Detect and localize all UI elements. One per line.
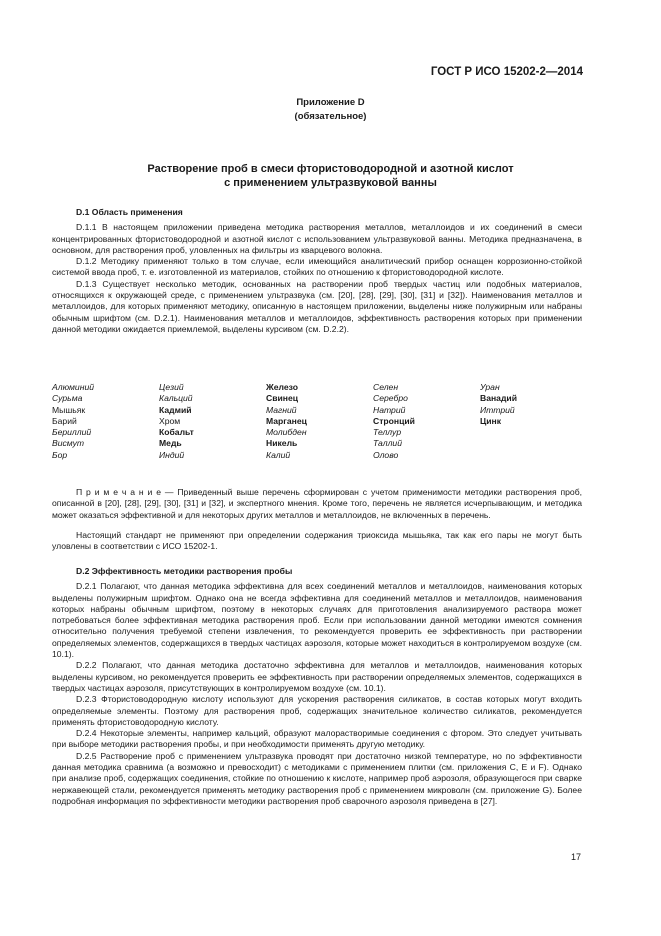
paragraph-d1-1: D.1.1 В настоящем приложении приведена методика растворения металлов, металлоидов и их соединений в смеси концентрированных фтористоводородной и азотной кислот с использованием ультразвуковой ванны. Методика предназначена, в основном, для растворения проб, уловленных на фильтры из кварцевого волокна. bbox=[52, 222, 582, 255]
elements-column-5 bbox=[480, 382, 587, 461]
element-item: Хром bbox=[159, 415, 181, 426]
element-item: Никель bbox=[266, 438, 298, 449]
section-d1 bbox=[52, 207, 582, 335]
element-item: Теллур bbox=[373, 427, 402, 438]
elements-column-3 bbox=[266, 382, 373, 461]
annex-status: (обязательное) bbox=[294, 111, 367, 122]
element-item: Иттрий bbox=[480, 404, 515, 415]
paragraph-d1-tail: Настоящий стандарт не применяют при определении содержания триоксида мышьяка, так как его пары не могут быть уловлены в соответствии с ИСО 15202-1. bbox=[52, 529, 582, 552]
title-line-2: с применением ультразвуковой ванны bbox=[224, 177, 437, 189]
element-item: Бор bbox=[52, 449, 68, 460]
elements-column-2 bbox=[159, 382, 266, 461]
element-item: Марганец bbox=[266, 415, 307, 426]
paragraph-d1-2: D.1.2 Методику применяют только в том случае, если имеющийся аналитический прибор оснащен коррозионно-стойкой системой ввода проб, т. е. изготовленной из материалов, стойких по отношению к фтористоводородной кислоте. bbox=[52, 256, 582, 278]
element-item: Стронций bbox=[373, 415, 415, 426]
paragraph-d1-3: D.1.3 Существует несколько методик, основанных на растворении проб твердых частиц или подобных материалов, относящихся к окружающей среде, с применением ультразвука (см. [20], [28], [29], [30], [31] и [32]). Наименования металлов и металлоидов, для которых применяют методику, описанную в настоящем приложении, выделены ниже полужирным или набраны обычным шрифтом (см. D.2.1). Наименования металлов и металлоидов, эффективность растворения которых при применении данной методики ожидается приемлемой, выделены курсивом (см. D.2.2). bbox=[52, 278, 582, 334]
note-paragraph bbox=[52, 487, 582, 521]
paragraph-d2-5: D.2.5 Растворение проб с применением ультразвука проводят при достаточно низкой температуре, но по эффективности данная методика сравнима (а возможно и превосходит) с методиками с применением плитки (см. приложения С, Е и F). Однако при анализе проб, содержащих соединения, стойкие по отношению к кислоте, например проб аэрозоля, образующегося при сварке нержавеющей стали, рекомендуется применять методику растворения проб с применением микроволн (см. приложение G). Более подробная информация по эффективности методики растворения проб сварочного аэрозоля приведена в [27]. bbox=[52, 750, 582, 806]
element-item: Висмут bbox=[52, 438, 85, 449]
element-item: Калий bbox=[266, 449, 291, 460]
paragraph-d2-1: D.2.1 Полагают, что данная методика эффективна для всех соединений металлов и металлоидов, наименования которых выделены полужирным шрифтом. Однако она не всегда эффективна для соединений металлов и металлоидов, наименования которых набраны обычным шрифтом, поэтому в некоторых случаях для приготовления анализируемого раствора может потребоваться более эффективная методика растворения проб. Если при использовании данной методики имеются сомнения относительно получения требуемой степени извлечения, то рекомендуется проверить ее эффективность при растворении определяемых элементов, содержащихся в твердых частицах аэрозоля, которые может находиться в контролируемом воздухе (см. 10.1). bbox=[52, 581, 582, 660]
element-item: Кадмий bbox=[159, 404, 192, 415]
element-item: Олово bbox=[373, 449, 399, 460]
document-title bbox=[0, 162, 661, 190]
element-item: Железо bbox=[266, 382, 298, 392]
elements-column-4 bbox=[373, 382, 480, 461]
element-item: Серебро bbox=[373, 393, 408, 404]
elements-column-1 bbox=[52, 382, 159, 461]
page-number: 17 bbox=[570, 852, 581, 862]
element-item: Таллий bbox=[373, 438, 402, 449]
element-item: Магний bbox=[266, 404, 297, 415]
element-item: Кобальт bbox=[159, 427, 194, 438]
elements-list bbox=[52, 382, 592, 461]
standard-designation: ГОСТ Р ИСО 15202-2—2014 bbox=[430, 66, 583, 78]
element-item: Индий bbox=[159, 449, 185, 460]
element-item: Бериллий bbox=[52, 427, 92, 438]
element-item: Кальций bbox=[159, 393, 193, 404]
element-item: Цезий bbox=[159, 382, 184, 392]
element-item: Мышьяк bbox=[52, 404, 86, 415]
element-item: Молибден bbox=[266, 427, 307, 438]
element-item: Медь bbox=[159, 438, 182, 449]
note-text: — Приведенный выше перечень сформирован с учетом применимости методики растворения проб, описанной в [20], [28], [29], [30], [31] и [32], и экспертного мнения. Кроме того, перечень не является исчерпывающим, и методика может оказаться эффективной и для некоторых других металлов и металлоидов, не включенных в перечень. bbox=[52, 487, 583, 520]
element-item: Свинец bbox=[266, 393, 299, 404]
title-line-1: Растворение проб в смеси фтористоводородной и азотной кислот bbox=[147, 163, 514, 175]
note-label: П р и м е ч а н и е bbox=[76, 487, 161, 497]
paragraph-d2-3: D.2.3 Фтористоводородную кислоту используют для ускорения растворения силикатов, в состав которых могут входить определяемые элементы. Поэтому для растворения проб, содержащих значительное количество силикатов, рекомендуется применять фтористоводородную кислоту. bbox=[52, 694, 582, 727]
element-item: Ванадий bbox=[480, 393, 517, 404]
section-heading-d2: D.2 Эффективность методики растворения пробы bbox=[76, 566, 293, 576]
note-block bbox=[52, 487, 582, 552]
section-d2 bbox=[52, 566, 582, 807]
section-heading-d1: D.1 Область применения bbox=[76, 207, 183, 217]
element-item: Селен bbox=[373, 382, 399, 392]
paragraph-d2-2: D.2.2 Полагают, что данная методика достаточно эффективна для металлов и металлоидов, наименования которых выделены курсивом, но рекомендуется проверить ее эффективность при растворении определяемых элементов, содержащихся в твердых частицах аэрозоля, присутствующих в контролируемом воздухе (см. 10.1). bbox=[52, 660, 582, 693]
element-item: Алюминий bbox=[52, 382, 94, 392]
annex-title: Приложение D bbox=[296, 97, 365, 108]
element-item: Барий bbox=[52, 415, 77, 426]
element-item: Уран bbox=[480, 382, 500, 392]
element-item: Сурьма bbox=[52, 393, 83, 404]
element-item: Цинк bbox=[480, 415, 502, 426]
paragraph-d2-4: D.2.4 Некоторые элементы, например кальций, образуют малорастворимые соединения с фтором. Это следует учитывать при выборе методики растворения пробы, и при необходимости применять другую методику. bbox=[52, 728, 582, 750]
element-item: Натрий bbox=[373, 404, 406, 415]
annex-heading bbox=[0, 96, 661, 124]
